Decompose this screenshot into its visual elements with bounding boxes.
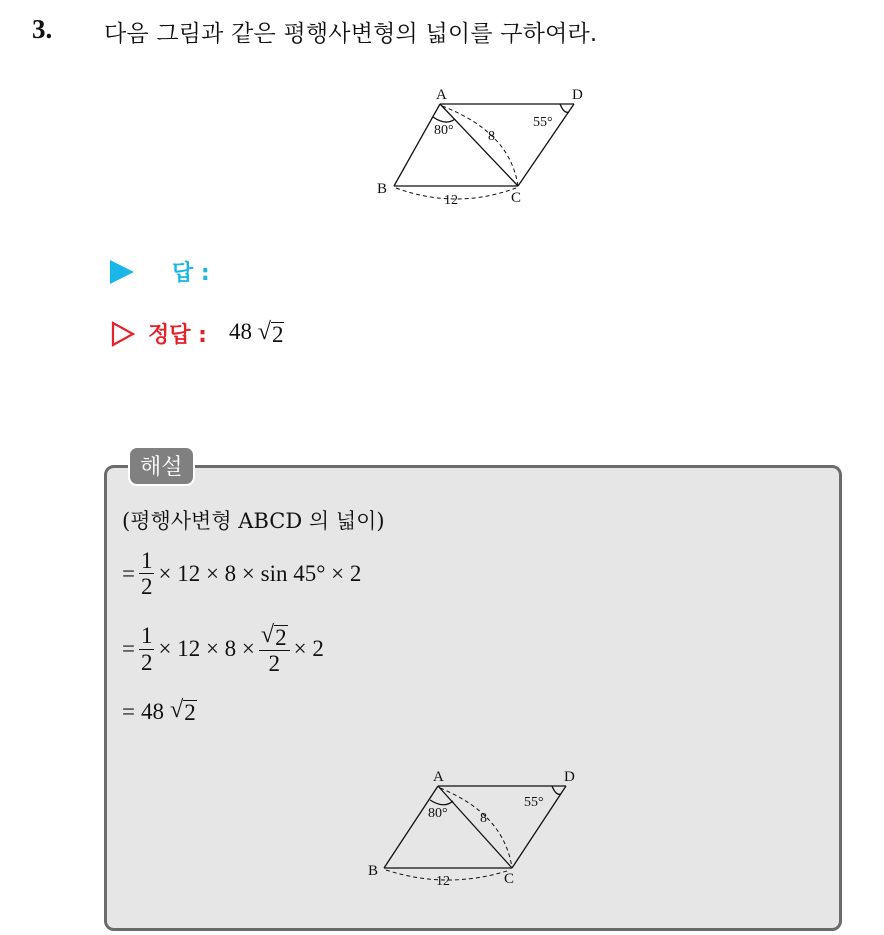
correct-answer-coef: 48: [228, 319, 252, 345]
solution-line-3-end: × 2: [293, 636, 324, 662]
base-label: 12: [436, 874, 450, 889]
solution-line-4: [122, 698, 197, 725]
angle-d-label: 55°: [533, 115, 553, 130]
outline-triangle-icon: [110, 321, 136, 347]
vertex-d: D: [564, 769, 575, 785]
vertex-b: B: [368, 863, 379, 879]
correct-answer-row: [110, 318, 284, 349]
solution-line-1-text: (평행사변형 ABCD 의 넓이): [122, 509, 385, 533]
solution-line-3: [122, 622, 324, 676]
equals-sign: =: [122, 560, 135, 586]
result-coef: 48: [140, 698, 164, 724]
fraction-half: $\frac{1}{2}$: [140, 548, 153, 600]
question-number: 3.: [32, 14, 53, 44]
angle-a-label: 80°: [428, 806, 448, 821]
vertex-a: A: [436, 87, 447, 103]
solution-line-1: [122, 505, 385, 535]
angle-arc-a: [433, 117, 455, 122]
correct-answer-value: [229, 319, 285, 347]
result-root: 2: [184, 700, 196, 725]
vertex-c: C: [511, 190, 522, 206]
vertex-a: A: [433, 769, 444, 785]
solution-line-3-text: × 12 × 8 ×: [158, 636, 255, 662]
diagonal-label: 8: [480, 811, 487, 826]
side-ab: [394, 104, 440, 186]
base-label: 12: [444, 193, 458, 208]
angle-d-label: 55°: [524, 795, 544, 810]
solution-tag: 해설: [128, 446, 195, 486]
question-text: 다음 그림과 같은 평행사변형의 넓이를 구하여라.: [104, 21, 598, 47]
diagonal-label: 8: [488, 129, 495, 144]
angle-arc-d: [560, 104, 569, 112]
angle-a-label: 80°: [434, 123, 454, 138]
solution-line-2: [122, 548, 361, 600]
vertex-d: D: [572, 87, 583, 103]
parallelogram-figure: [360, 82, 590, 212]
vertex-b: B: [377, 181, 388, 197]
diagonal-ac: [440, 104, 518, 186]
sqrt-symbol: √ 2: [169, 696, 196, 725]
solution-parallelogram-figure: [352, 764, 592, 894]
answer-label: 답 :: [172, 261, 210, 286]
solution-line-2-text: × 12 × 8 × sin 45° × 2: [158, 560, 362, 586]
equals-sign: =: [122, 698, 135, 724]
sqrt-symbol: √ 2: [257, 318, 284, 348]
play-triangle-icon: [110, 260, 134, 284]
answer-row: [110, 256, 210, 287]
correct-answer-label: 정답 :: [148, 323, 207, 348]
vertex-c: C: [504, 871, 515, 887]
correct-answer-root: 2: [271, 322, 284, 348]
equals-sign: =: [122, 636, 135, 662]
sqrt-symbol: √ 2: [260, 621, 287, 650]
fraction-root-two-over-two: √ 2 2: [259, 622, 290, 676]
fraction-half: $\frac{1}{2}$: [140, 623, 153, 675]
